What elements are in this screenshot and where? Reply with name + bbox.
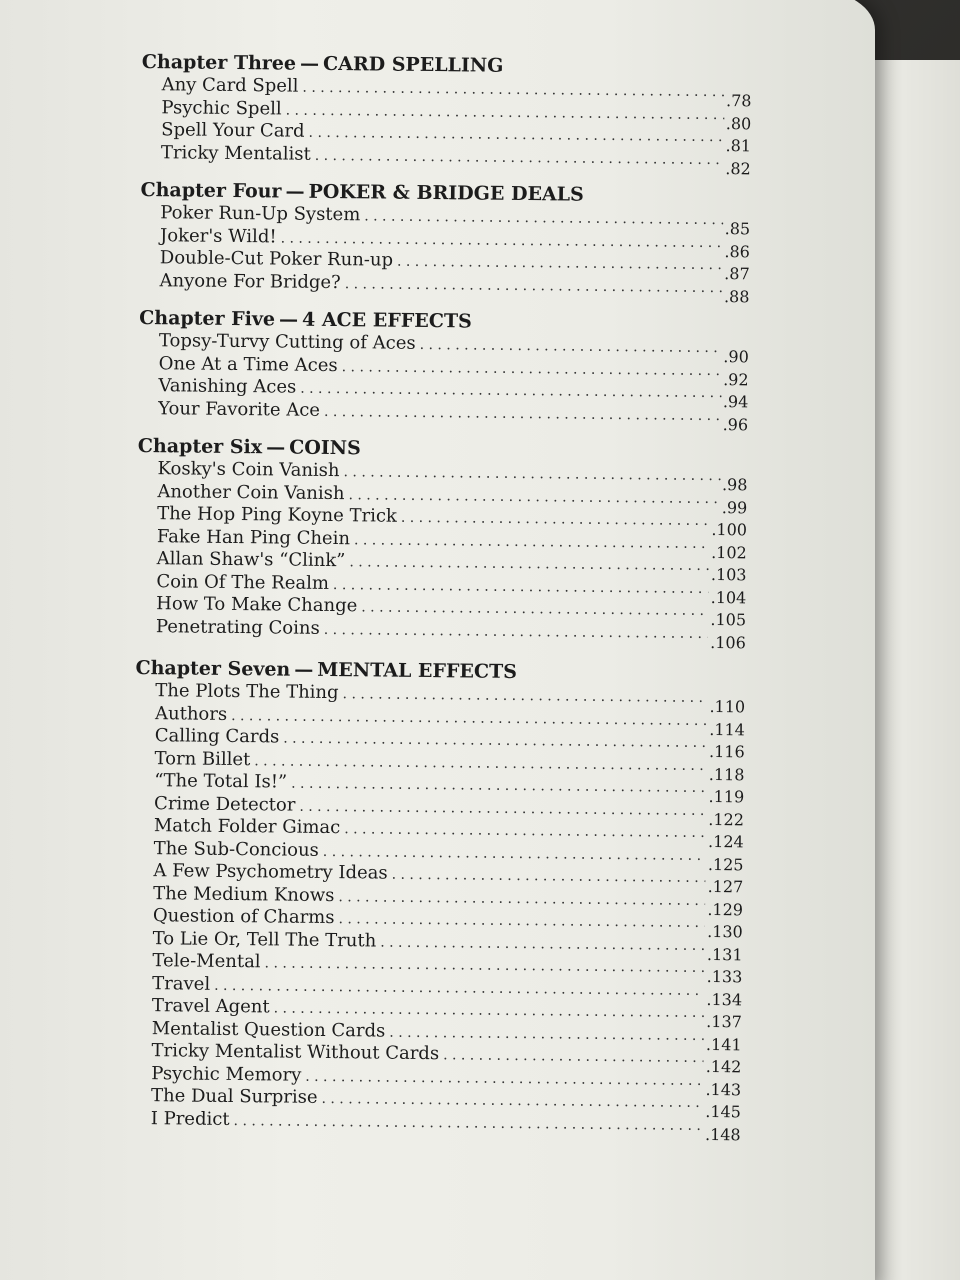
entry-title: “The Total Is!”: [154, 770, 288, 793]
entry-page-number: .103: [710, 564, 747, 585]
entry-page-number: .88: [723, 286, 750, 306]
entry-title: To Lie Or, Tell The Truth: [152, 927, 377, 952]
entry-page-number: .142: [705, 1056, 742, 1077]
chapter-section: [141, 50, 752, 178]
chapter-separator: —: [278, 308, 299, 331]
entry-title: Travel: [152, 972, 211, 995]
chapter-section: [138, 306, 749, 434]
entry-title: Vanishing Aces: [158, 375, 297, 398]
entry-title: A Few Psychometry Ideas: [153, 860, 388, 884]
dot-leader: [315, 144, 724, 171]
entry-page-number: .122: [708, 809, 745, 829]
entry-title: Torn Billet: [154, 747, 251, 770]
entry-title: Question of Charms: [152, 905, 335, 929]
entry-page-number: .94: [722, 392, 749, 412]
entry-title: Tricky Mentalist: [160, 141, 311, 165]
entry-title: Allan Shaw's “Clink”: [156, 548, 346, 572]
entry-title: Match Folder Gimac: [153, 815, 341, 839]
entry-page-number: .96: [722, 414, 749, 434]
dot-leader: [345, 273, 723, 299]
entry-title: The Plots The Thing: [155, 680, 339, 704]
entry-page-number: .124: [708, 831, 744, 852]
entry-title: Mentalist Question Cards: [151, 1017, 386, 1042]
entry-page-number: .130: [707, 921, 743, 942]
chapter-number: Chapter Four: [140, 178, 282, 203]
entry-page-number: .106: [710, 632, 746, 652]
chapter-title: MENTAL EFFECTS: [317, 658, 518, 683]
entry-page-number: .104: [710, 587, 747, 607]
entry-title: Spell Your Card: [161, 119, 305, 142]
entry-title: How To Make Change: [156, 593, 358, 617]
entry-page-number: .118: [708, 764, 745, 784]
entry-page-number: .85: [724, 219, 751, 239]
entry-page-number: .129: [707, 899, 744, 919]
entry-title: The Dual Surprise: [150, 1085, 318, 1108]
entry-title: Tele-Mental: [152, 950, 261, 973]
chapter-separator: —: [285, 180, 305, 203]
entry-page-number: .99: [721, 497, 748, 517]
chapter-separator: —: [266, 436, 286, 459]
entry-title: The Sub-Concious: [153, 837, 319, 861]
entry-title: Kosky's Coin Vanish: [157, 458, 340, 482]
entry-page-number: .131: [706, 944, 743, 964]
entry-title: Anyone For Bridge?: [159, 269, 341, 293]
entry-title: Double-Cut Poker Run-up: [159, 247, 394, 271]
chapter-separator: —: [294, 658, 314, 681]
entry-page-number: .127: [707, 876, 744, 897]
chapter-title: POKER & BRIDGE DEALS: [308, 180, 584, 206]
entry-title: Psychic Memory: [151, 1062, 302, 1086]
entry-page-number: .114: [709, 719, 746, 739]
entry-page-number: .133: [706, 966, 743, 987]
chapter-title: 4 ACE EFFECTS: [301, 308, 472, 333]
entry-title: Poker Run-Up System: [160, 202, 361, 226]
entry-page-number: .92: [723, 369, 749, 389]
entry-page-number: .143: [705, 1079, 742, 1099]
entry-page-number: .100: [711, 519, 748, 540]
chapter-separator: —: [299, 52, 320, 75]
entry-page-number: .78: [725, 91, 752, 111]
entry-page-number: .110: [709, 696, 746, 717]
dot-leader: [324, 400, 721, 427]
chapter-section: [136, 434, 748, 652]
entry-page-number: .141: [705, 1034, 742, 1054]
entry-title: Crime Detector: [154, 792, 296, 816]
entry-title: Penetrating Coins: [155, 615, 320, 639]
chapter-number: Chapter Five: [139, 306, 276, 331]
entry-page-number: .98: [721, 475, 748, 495]
chapter-number: Chapter Three: [141, 50, 297, 75]
entry-title: Tricky Mentalist Without Cards: [151, 1040, 440, 1065]
chapter-number: Chapter Six: [137, 434, 263, 459]
chapter-title: CARD SPELLING: [322, 52, 504, 77]
entry-title: Travel Agent: [151, 995, 270, 1018]
entry-page-number: .116: [708, 741, 745, 762]
entry-page-number: .119: [708, 786, 745, 807]
table-of-contents: [131, 50, 752, 1150]
entry-page-number: .148: [704, 1124, 741, 1144]
entry-title: The Hop Ping Koyne Trick: [157, 503, 397, 527]
entry-page-number: .134: [706, 989, 743, 1009]
entry-title: Any Card Spell: [161, 74, 299, 97]
entry-page-number: .137: [706, 1011, 742, 1032]
entry-page-number: .81: [725, 136, 752, 156]
entry-title: Authors: [154, 702, 228, 725]
entry-title: Joker's Wild!: [159, 224, 277, 247]
entry-title: Fake Han Ping Chein: [156, 525, 351, 549]
entry-page-number: .82: [725, 158, 751, 178]
chapter-title: COINS: [289, 436, 361, 460]
entry-title: The Medium Knows: [153, 882, 335, 906]
entry-title: Calling Cards: [154, 725, 280, 748]
entry-page-number: .80: [725, 113, 752, 133]
entry-page-number: .102: [711, 542, 747, 562]
entry-page-number: .87: [724, 264, 750, 284]
entry-title: One At a Time Aces: [158, 352, 338, 376]
dot-leader: [324, 618, 709, 645]
entry-page-number: .90: [723, 347, 749, 367]
entry-page-number: .105: [710, 609, 747, 630]
entry-title: Coin Of The Realm: [156, 570, 330, 594]
entry-title: I Predict: [150, 1107, 230, 1130]
entry-page-number: .125: [707, 854, 744, 874]
entry-title: Your Favorite Ace: [158, 397, 321, 421]
chapter-section: [139, 178, 751, 306]
entry-title: Psychic Spell: [161, 96, 282, 119]
entry-page-number: .86: [724, 241, 751, 261]
dot-leader: [233, 1110, 703, 1137]
entry-title: Topsy-Turvy Cutting of Aces: [158, 330, 416, 354]
chapter-number: Chapter Seven: [135, 656, 291, 681]
entry-page-number: .145: [705, 1101, 742, 1122]
chapter-section: [131, 656, 746, 1144]
entry-title: Another Coin Vanish: [157, 480, 345, 504]
